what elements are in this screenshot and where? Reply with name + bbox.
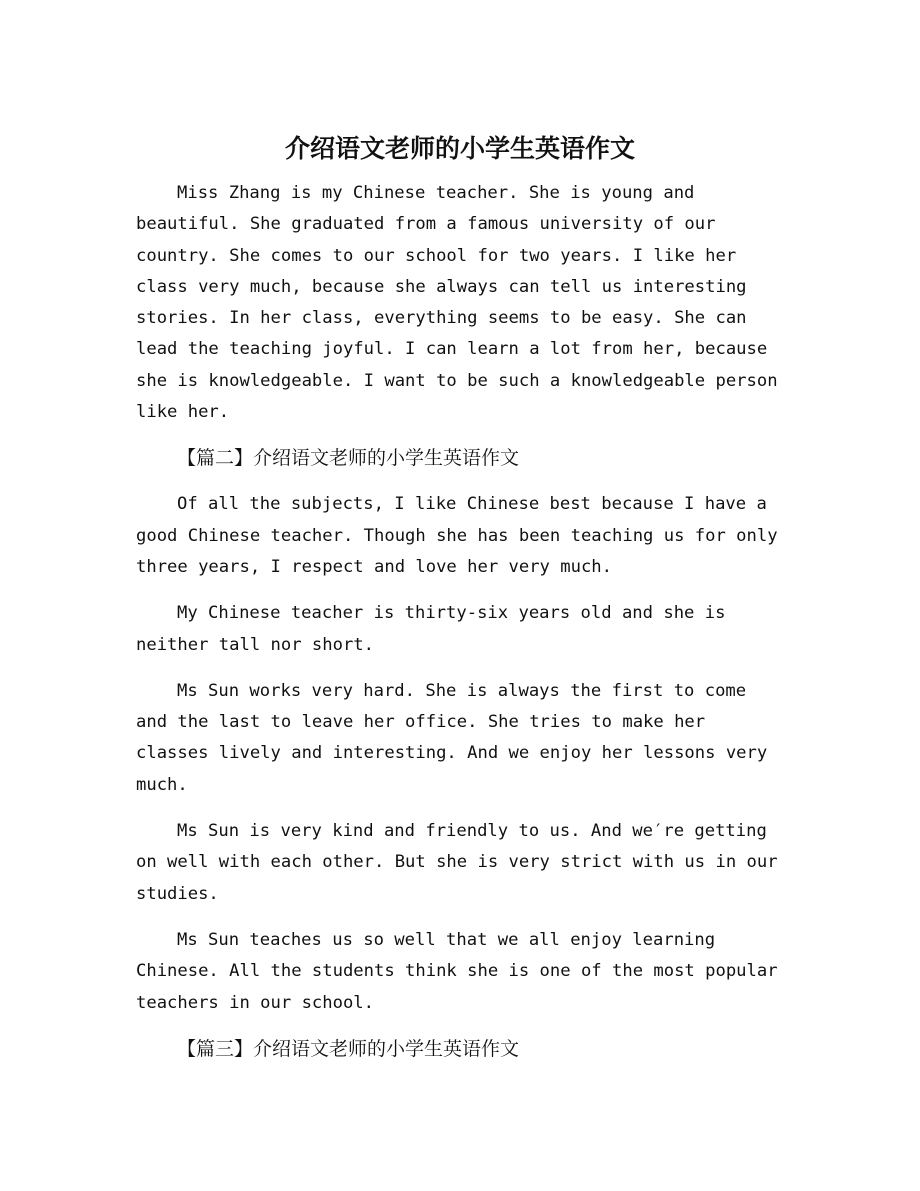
paragraph-teaches-well: Ms Sun teaches us so well that we all enjoy learning Chinese. All the students think she is one of the most popular teachers in our school.: [136, 929, 778, 1013]
section-heading-2: 【篇二】介绍语文老师的小学生英语作文: [177, 447, 520, 470]
paragraph-kind: Ms Sun is very kind and friendly to us. And we′re getting on well with each other. But she is very strict with us in our studies.: [136, 821, 778, 904]
paragraph-age: My Chinese teacher is thirty-six years old and she is neither tall nor short.: [136, 603, 726, 655]
document-title: 介绍语文老师的小学生英语作文: [284, 133, 635, 163]
paragraph-miss-zhang: Miss Zhang is my Chinese teacher. She is young and beautiful. She graduated from a famous university of our country. She comes to our school for two years. I like her class very much, because she always can tell us interesting stories. In her class, everything seems to be easy. She can lead the teaching joyful. I can learn a lot from her, because she is knowledgeable. I want to be such a knowledgeable person like her.: [136, 183, 778, 423]
section-heading-3: 【篇三】介绍语文老师的小学生英语作文: [177, 1037, 520, 1060]
document-body: [136, 178, 786, 1065]
paragraph-subjects: Of all the subjects, I like Chinese best because I have a good Chinese teacher. Though she has been teaching us for only three years, I respect and love her very much.: [136, 494, 778, 577]
paragraph-works-hard: Ms Sun works very hard. She is always the first to come and the last to leave her office. She tries to make her classes lively and interesting. And we enjoy her lessons very much.: [136, 680, 768, 795]
